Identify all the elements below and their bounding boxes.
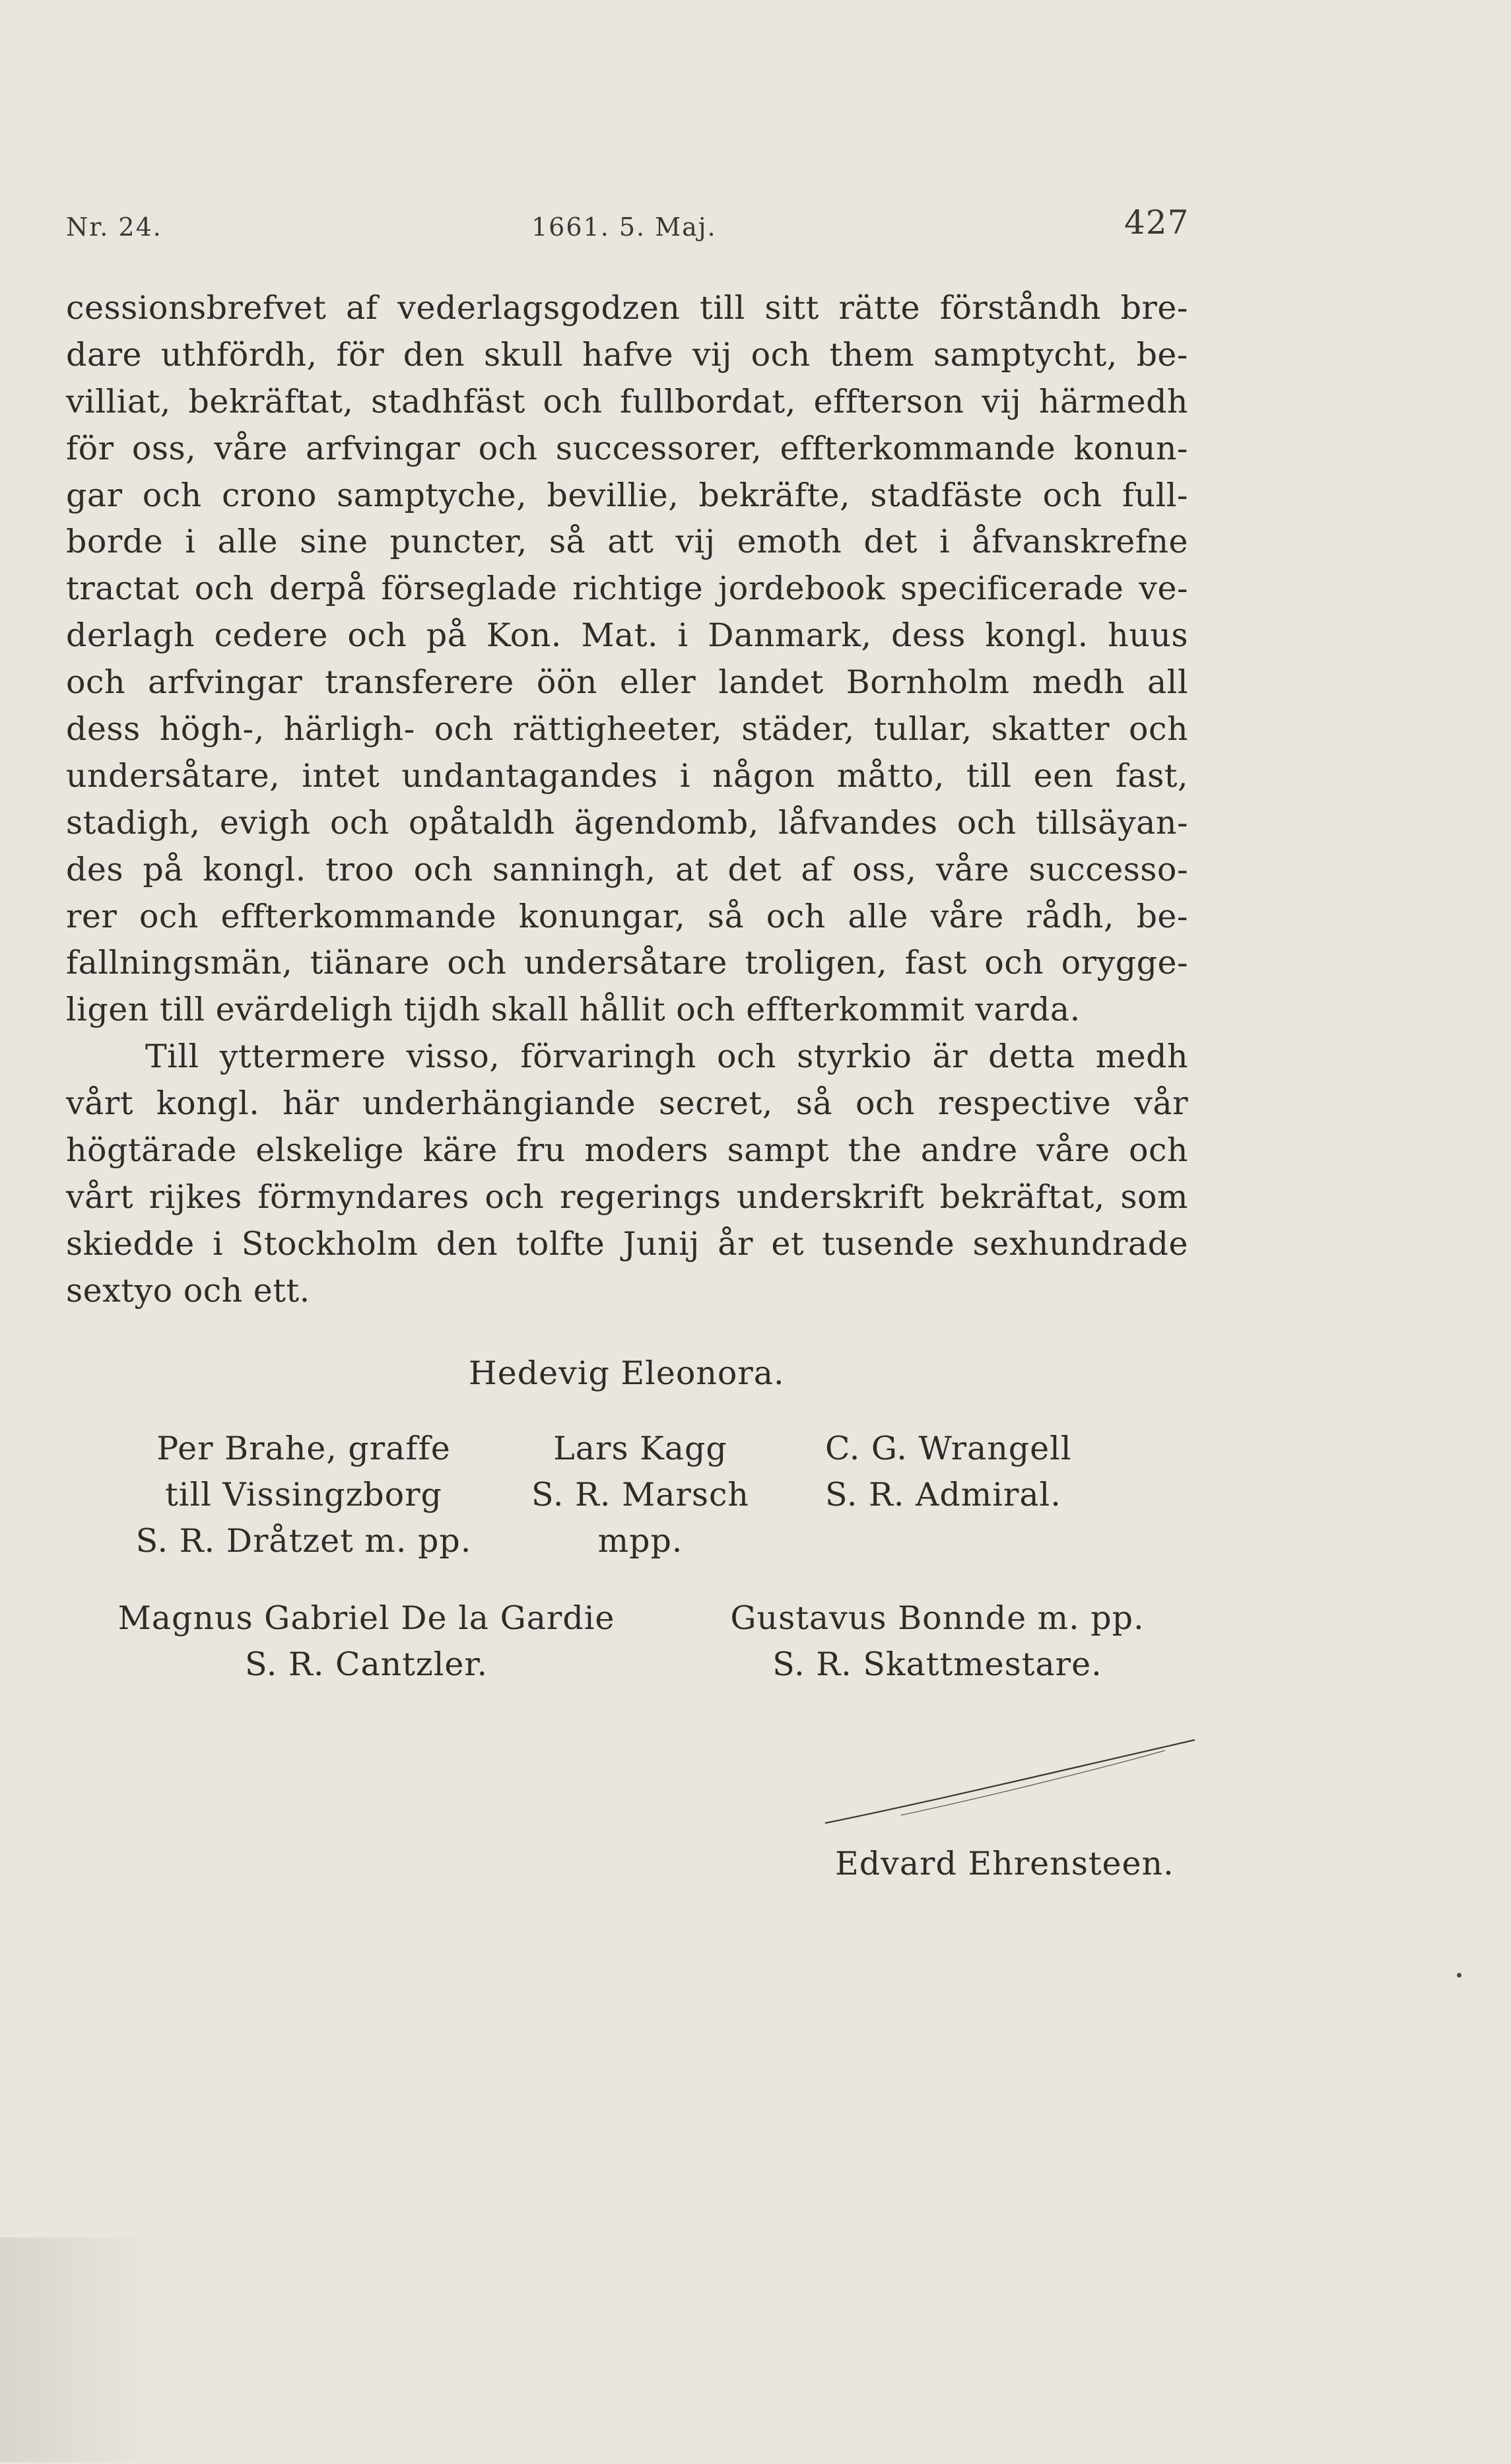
signature-title: mpp. xyxy=(597,1522,683,1560)
text-line: rer och effterkommande konungar, så och alle våre rådh, be- xyxy=(66,897,1188,935)
text-line: för oss, våre arfvingar och successorer, effterkommande konun- xyxy=(66,429,1188,467)
signature-block-wrangell xyxy=(825,1426,1072,1518)
text-line: vårt rijkes förmyndares och regerings underskrift bekräftat, som xyxy=(66,1178,1188,1216)
text-line: gar och crono samptyche, bevillie, bekräfte, stadfäste och full- xyxy=(66,476,1188,514)
signature-queen: Hedevig Eleonora. xyxy=(469,1354,785,1392)
signature-title: till Vissingzborg xyxy=(165,1476,442,1514)
signature-title: S. R. Marsch xyxy=(531,1476,749,1514)
text-line: stadigh, evigh och opåtaldh ägendomb, låfvandes och tillsäyan- xyxy=(66,803,1188,842)
text-line: derlagh cedere och på Kon. Mat. i Danmark, dess kongl. huus xyxy=(66,616,1188,655)
signature-name: Per Brahe, graffe xyxy=(156,1430,451,1467)
text-line: des på kongl. troo och sanningh, at det af oss, våre successo- xyxy=(66,850,1188,888)
signature-block-bonnde xyxy=(706,1595,1168,1688)
text-line: dare uthfördh, för den skull hafve vij och them samptycht, be- xyxy=(66,335,1188,374)
signature-flourish xyxy=(822,1736,1198,1828)
document-number: Nr. 24. xyxy=(66,213,162,242)
signature-block-kagg xyxy=(502,1426,779,1564)
body-text xyxy=(66,285,1188,1315)
page-edge-shadow xyxy=(0,2238,158,2462)
signature-title: S. R. Skattmestare. xyxy=(772,1646,1102,1683)
signature-name: Magnus Gabriel De la Gardie xyxy=(118,1599,615,1637)
signature-name: Gustavus Bonnde m. pp. xyxy=(730,1599,1145,1637)
text-line: villiat, bekräftat, stadhfäst och fullbordat, effterson vij härmedh xyxy=(66,382,1188,420)
signature-title: S. R. Dråtzet m. pp. xyxy=(135,1522,472,1560)
text-line: vårt kongl. här underhängiande secret, så och respective vår xyxy=(66,1084,1188,1123)
text-line: och arfvingar transferere öön eller landet Bornholm medh all xyxy=(66,663,1188,702)
text-line: tractat och derpå förseglade richtige jordebook specificerade ve- xyxy=(66,570,1188,608)
text-line: cessionsbrefvet af vederlagsgodzen till sitt rätte förståndh bre- xyxy=(66,289,1188,327)
signature-block-de-la-gardie xyxy=(106,1595,627,1688)
text-line: skiedde i Stockholm den tolfte Junij år et tusende sexhundrade xyxy=(66,1224,1188,1263)
text-line: Till yttermere visso, förvaringh och styrkio är detta medh xyxy=(145,1038,1188,1076)
text-line: dess högh-, härligh- och rättigheeter, städer, tullar, skatter och xyxy=(66,710,1188,749)
text-line: fallningsmän, tiänare och undersåtare troligen, fast och orygge- xyxy=(66,944,1188,982)
page-number: 427 xyxy=(1124,203,1190,242)
signature-title: S. R. Admiral. xyxy=(825,1476,1061,1514)
signature-name: C. G. Wrangell xyxy=(825,1430,1072,1467)
text-line: borde i alle sine puncter, så att vij emoth det i åfvanskrefne xyxy=(66,523,1188,561)
text-line: ligen till evärdeligh tijdh skall hållit och effterkommit varda. xyxy=(66,991,1081,1029)
signature-secretary: Edvard Ehrensteen. xyxy=(835,1845,1174,1882)
signature-name: Lars Kagg xyxy=(553,1430,727,1467)
text-line: högtärade elskelige käre fru moders sampt the andre våre och xyxy=(66,1131,1188,1170)
ink-speck xyxy=(1457,1973,1461,1978)
signature-block-brahe xyxy=(119,1426,488,1564)
text-line: undersåtare, intet undantagandes i någon måtto, till een fast, xyxy=(66,756,1188,795)
text-line: sextyo och ett. xyxy=(66,1271,310,1310)
document-date: 1661. 5. Maj. xyxy=(531,213,717,242)
signature-title: S. R. Cantzler. xyxy=(244,1646,488,1683)
